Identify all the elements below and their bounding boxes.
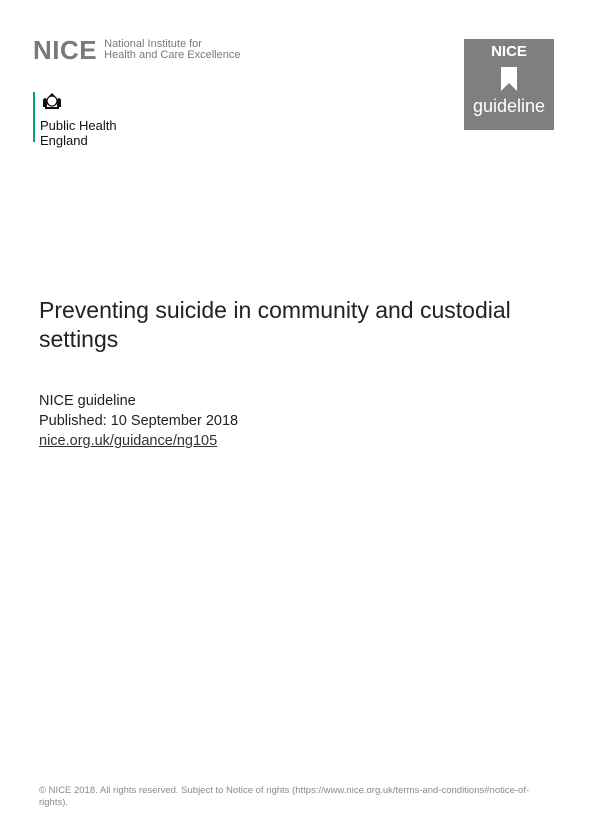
document-meta [39,391,238,451]
nice-guideline-badge [464,39,554,130]
published-date: Published: 10 September 2018 [39,413,239,429]
badge-title: NICE [491,43,527,60]
phe-logo [33,92,117,148]
document-title: Preventing suicide in community and custodial settings [39,297,511,352]
royal-crest-icon [40,92,64,110]
guidance-link[interactable]: nice.org.uk/guidance/ng105 [39,433,218,449]
badge-label: guideline [472,96,546,116]
institute-name [104,39,240,61]
institute-name-line1: National Institute for [104,38,202,50]
phe-line1: Public Health [40,118,117,133]
phe-line2: England [40,133,88,148]
institute-name-line2: Health and Care Excellence [104,49,241,61]
nice-wordmark: NICE [33,35,98,65]
bookmark-icon [500,67,518,91]
copyright-notice: © NICE 2018. All rights reserved. Subject to Notice of rights (https://www.nice.org.uk/terms-and-conditions#notice-of-rights). [39,785,530,808]
document-type: NICE guideline [39,393,136,409]
nice-logo [33,37,240,63]
